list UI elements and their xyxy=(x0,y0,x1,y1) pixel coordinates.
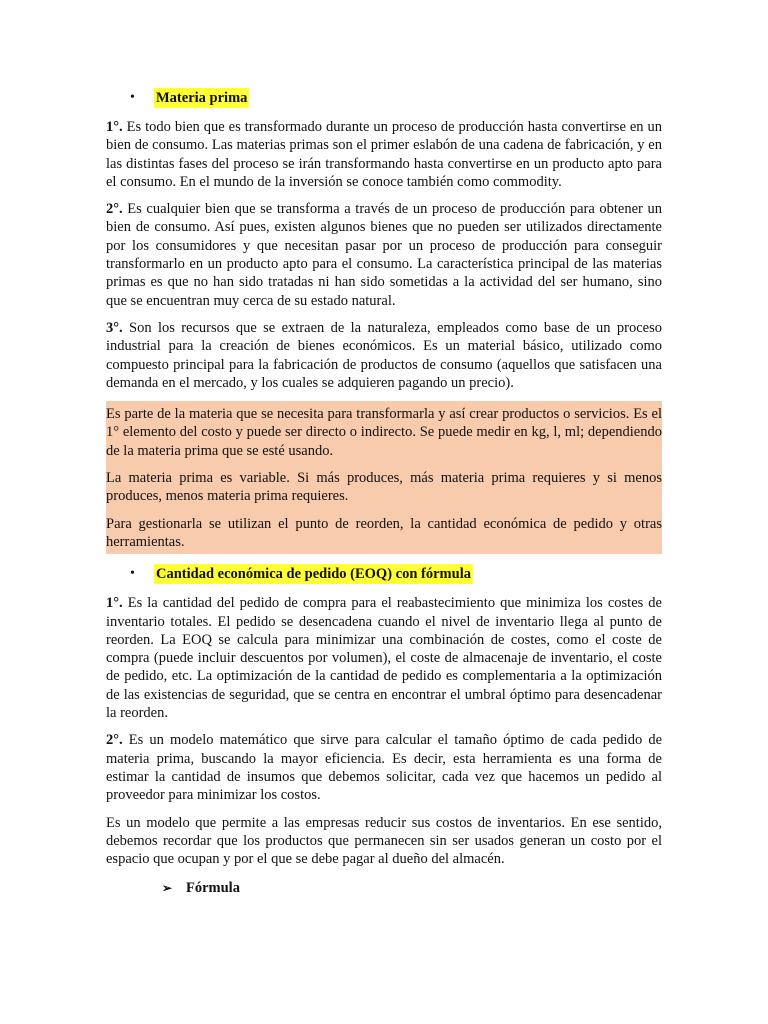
summary-paragraph-2: La materia prima es variable. Si más produces, más materia prima requieres y si menos produces, menos materia prima requieres. xyxy=(106,470,662,505)
summary-paragraph-3: Para gestionarla se utilizan el punto de reorden, la cantidad económica de pedido y otras herramientas. xyxy=(106,515,662,550)
arrow-bullet-icon: ➢ xyxy=(162,881,173,896)
paragraph-eoq-2 xyxy=(106,731,662,804)
highlighted-summary-box xyxy=(106,401,662,554)
paragraph-text: Son los recursos que se extraen de la naturaleza, empleados como base de un proceso industrial para la creación de bienes económicos. Es un material básico, utilizado como compuesto principal para la fabricación de productos de consumo (aquellos que satisfacen una demanda en el mercado, y los cuales se adquieren pagando un precio). xyxy=(106,319,662,391)
paragraph-eoq-1 xyxy=(106,594,662,722)
paragraph-text: Es cualquier bien que se transforma a través de un proceso de producción para obtener un bien de consumo. Así pues, existen algunos bienes que no pueden ser utilizados directamente por los consumidores y que necesitan pasar por un proceso de producción para conseguir transformarlo en un producto apto para el consumo. La característica principal de las materias primas es que no han sido tratadas ni han sido sometidas a la actividad del ser humano, sino que se encuentran muy cerca de su estado natural. xyxy=(106,201,662,309)
paragraph-text: Es un modelo matemático que sirve para calcular el tamaño óptimo de cada pedido de materia prima, buscando la mayor eficiencia. Es decir, esta herramienta es una forma de estimar la cantidad de insumos que debemos solicitar, cada vez que hacemos un pedido al proveedor para minimizar los costos. xyxy=(106,732,662,804)
bullet-icon: • xyxy=(130,566,135,582)
paragraph-definition-2 xyxy=(106,200,662,310)
subsection-heading-formula xyxy=(106,880,662,897)
paragraph-number: 2°. xyxy=(106,201,123,218)
paragraph-eoq-3: Es un modelo que permite a las empresas reducir sus costos de inventarios. En ese sentido, debemos recordar que los productos que permanecen sin ser usados generan un costo por el espacio que ocupan y por el que se debe pagar al dueño del almacén. xyxy=(106,814,662,868)
bullet-icon: • xyxy=(130,90,135,105)
paragraph-text: Es todo bien que es transformado durante un proceso de producción hasta convertirse en un bien de consumo. Las materias primas son el primer eslabón de una cadena de fabricación, y en las distintas fases del proceso se irán transformando hasta convertirse en un producto apto para el consumo. En el mundo de la inversión se conoce también como commodity. xyxy=(106,119,662,190)
section-title: Materia prima xyxy=(156,90,248,106)
paragraph-number: 3°. xyxy=(106,319,123,336)
paragraph-definition-1 xyxy=(106,118,662,191)
paragraph-number: 1°. xyxy=(106,119,123,135)
section-heading-eoq xyxy=(106,564,662,584)
section-heading-materia-prima xyxy=(106,88,662,108)
paragraph-number: 2°. xyxy=(106,732,123,749)
paragraph-number: 1°. xyxy=(106,595,123,612)
paragraph-definition-3 xyxy=(106,319,662,392)
subsection-title: Fórmula xyxy=(186,880,240,897)
section-title: Cantidad económica de pedido (EOQ) con fórmula xyxy=(156,566,471,583)
paragraph-text: Es la cantidad del pedido de compra para el reabastecimiento que minimiza los costes de inventario totales. El pedido se desencadena cuando el nivel de inventario llega al punto de reorden. La EOQ se calcula para minimizar una combinación de costes, como el coste de compra (puede incluir descuentos por volumen), el coste de almacenaje de inventario, el coste de pedido, etc. La optimización de la cantidad de pedido es complementaria a la optimización de las existencias de seguridad, que se centra en encontrar el umbral óptimo para desencadenar la reorden. xyxy=(106,595,662,722)
summary-paragraph-1: Es parte de la materia que se necesita para transformarla y así crear productos o servicios. Es el 1° elemento del costo y puede ser directo o indirecto. Se puede medir en kg, l, ml; dependiendo de la materia prima que se esté usando. xyxy=(106,406,662,459)
